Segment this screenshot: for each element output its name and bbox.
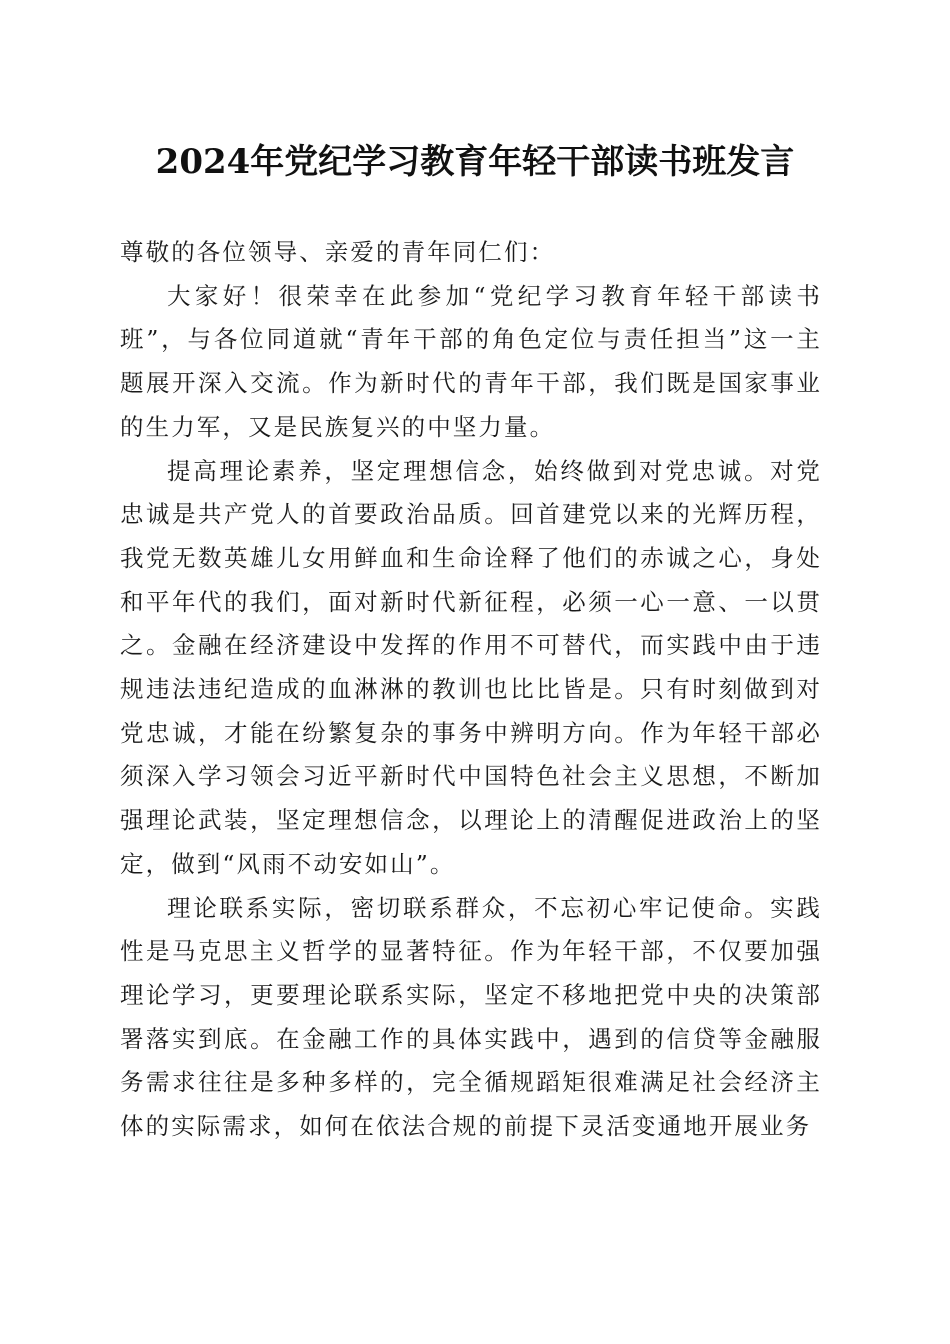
salutation: 尊敬的各位领导、亲爱的青年同仁们： bbox=[120, 238, 556, 266]
paragraph-2: 提高理论素养，坚定理想信念，始终做到对党忠诚。对党忠诚是共产党人的首要政治品质。回首建党以来的光辉历程，我党无数英雄儿女用鲜血和生命诠释了他们的赤诚之心，身处和平年代的我们，面对新时代新征程，必须一心一意、一以贯之。金融在经济建设中发挥的作用不可替代，而实践中由于违规违法违纪造成的血淋淋的教训也比比皆是。只有时刻做到对党忠诚，才能在纷繁复杂的事务中辨明方向。作为年轻干部必须深入学习领会习近平新时代中国特色社会主义思想，不断加强理论武装，坚定理想信念，以理论上的清醒促进政治上的坚定，做到“风雨不动安如山”。 bbox=[120, 456, 822, 878]
paragraph-1: 大家好！很荣幸在此参加“党纪学习教育年轻干部读书班”，与各位同道就“青年干部的角色定位与责任担当”这一主题展开深入交流。作为新时代的青年干部，我们既是国家事业的生力军，又是民族复兴的中坚力量。 bbox=[120, 281, 822, 441]
document-body bbox=[120, 231, 822, 1149]
document-title: 2024年党纪学习教育年轻干部读书班发言 bbox=[155, 142, 795, 182]
paragraph-3: 理论联系实际，密切联系群众，不忘初心牢记使命。实践性是马克思主义哲学的显著特征。作为年轻干部，不仅要加强理论学习，更要理论联系实际，坚定不移地把党中央的决策部署落实到底。在金融工作的具体实践中，遇到的信贷等金融服务需求往往是多种多样的，完全循规蹈矩很难满足社会经济主体的实际需求，如何在依法合规的前提下灵活变通地开展业务 bbox=[120, 893, 822, 1141]
